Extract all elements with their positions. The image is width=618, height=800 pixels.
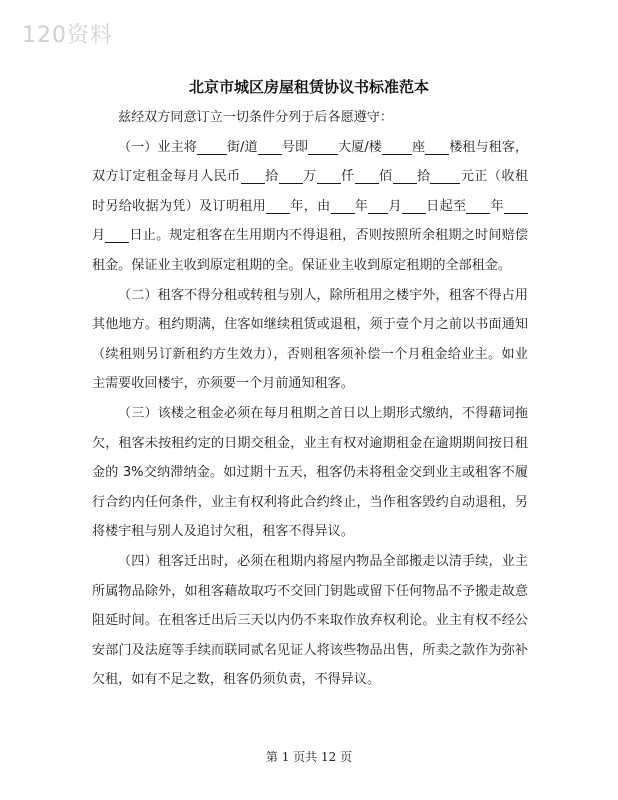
clause-1-text: 拾 [416, 169, 431, 185]
blank-field [331, 197, 355, 214]
blank-field [258, 138, 282, 155]
clause-1-text: 号即 [281, 139, 308, 155]
blank-field [355, 167, 379, 184]
blank-field [197, 138, 227, 155]
blank-field [279, 167, 303, 184]
page-footer: 第 1 页共 12 页 [265, 750, 353, 764]
clause-1-text: 拾 [264, 169, 279, 185]
clause-1-text: 仟 [340, 169, 355, 185]
blank-field [393, 167, 417, 184]
clause-1-text: 座 [411, 139, 426, 155]
blank-field [382, 138, 412, 155]
intro-paragraph: 兹经双方同意订立一切条件分列于后各愿遵守： [118, 110, 393, 125]
blank-field [504, 197, 528, 214]
clause-1-text: 楼租与租客，双方订定租金每月人民币 [92, 139, 529, 185]
clause-1-text: 年 [354, 198, 369, 214]
clause-1-text: 月 [388, 198, 402, 214]
clause-1-text: 佰 [378, 169, 393, 185]
clause-1-text: 年，由 [290, 198, 331, 214]
clause-1-text: 年 [490, 198, 505, 214]
blank-field [266, 197, 290, 214]
clause-1 [92, 133, 528, 281]
blank-field [368, 197, 388, 214]
watermark: 120资料 [22, 23, 113, 48]
clause-1-text: 万 [302, 169, 317, 185]
clause-1-text: （一）业主将 [118, 139, 197, 155]
document-body [92, 103, 528, 695]
clause-1-text: 日止。规定租客在生用期内不得退租，否则按照所余租期之时间赔偿租金。保证业主收到原定租期的全。保证业主收到原定租期的全部租金。 [92, 228, 529, 273]
clause-4: （四）租客迁出时，必须在租期内将屋内物品全部搬走以清手续，业主所属物品除外，如租客藉故取巧不交回门钥匙或留下任何物品不予搬走故意阻延时间。在租客迁出后三天以内仍不来取作放弃权利论。业主有权不经公安部门及法庭等手续而联同贰名见证人将该些物品出售，所卖之款作为弥补欠租，如有不足之数，租客仍须负责，不得异议。 [92, 553, 528, 688]
clause-1-text: 大厦/楼 [338, 139, 382, 155]
blank-field [241, 167, 265, 184]
clause-1-text: 街/道 [226, 139, 258, 155]
clause-1-text: 日起至 [425, 198, 467, 214]
blank-field [425, 138, 449, 155]
document-title: 北京市城区房屋租赁协议书标准范本 [188, 78, 429, 96]
clause-2: （二）租客不得分租或转租与别人，除所租用之楼宇外，租客不得占用其他地方。租约期满，住客如继续租赁或退租，须于壹个月之前以书面通知（续租则另订新租约方生效力），否则租客须补偿一个月租金给业主。如业主需要收回楼宇，亦须要一个月前通知租客。 [92, 287, 528, 392]
clause-1-text: 元正（收租时另给收据为凭）及订明租用 [92, 169, 529, 214]
clause-3: （三）该楼之租金必须在每月租期之首日以上期形式缴纳，不得藉词拖欠，租客未按租约定的日期交租金，业主有权对逾期租金在逾期期间按日租金的 3%交纳滞纳金。如过期十五天，租客仍未将租金交到业主或租客不履行合约内任何条件，业主有权利将此合约终止，当作租客毁约自动退租，另将楼宇租与别人及追讨欠租，租客不得异议。 [92, 405, 528, 540]
blank-field [402, 197, 426, 214]
blank-field [308, 138, 338, 155]
blank-field [105, 226, 129, 243]
blank-field [466, 197, 490, 214]
blank-field [317, 167, 341, 184]
blank-field [430, 167, 460, 184]
clause-1-text: 月 [92, 228, 106, 244]
